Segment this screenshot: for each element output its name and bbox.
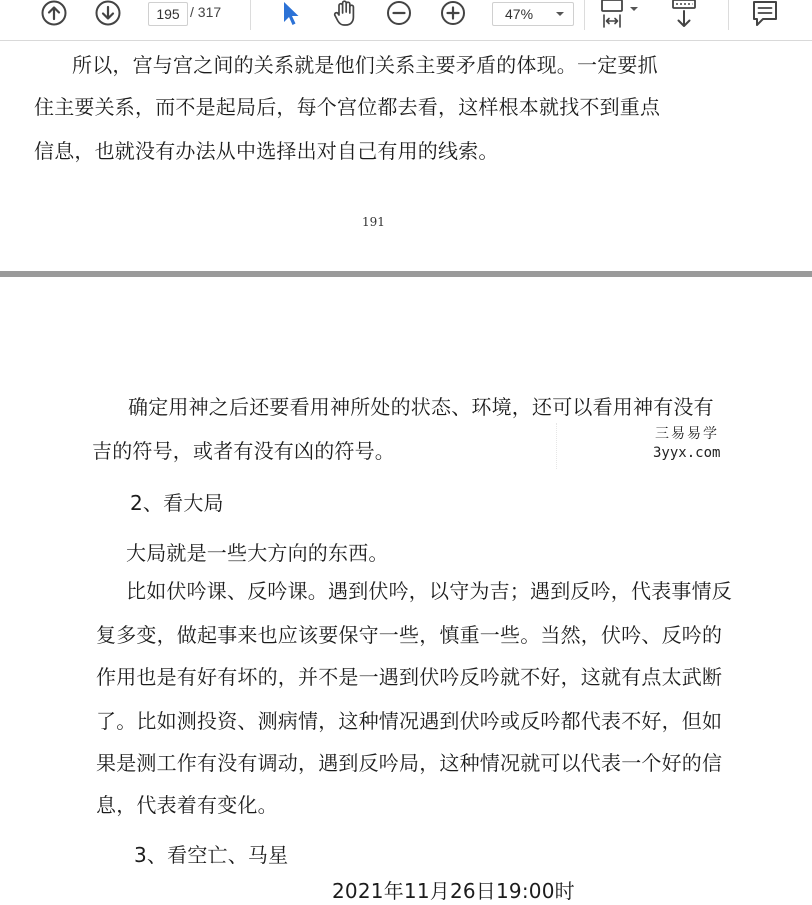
zoom-level-select[interactable] (492, 2, 574, 26)
paragraph-line: 住主要关系，而不是起局后，每个宫位都去看，这样根本就找不到重点 (34, 95, 661, 119)
arrow-down-circle-icon (94, 0, 122, 28)
paragraph-line: 吉的符号，或者有没有凶的符号。 (92, 439, 395, 463)
scroll-mode-button[interactable] (664, 0, 704, 28)
watermark-url: 3yyx.com (653, 445, 721, 461)
toolbar-divider (584, 0, 585, 30)
paragraph-line: 复多变，做起事来也应该要保守一些，慎重一些。当然，伏吟、反吟的 (96, 623, 723, 647)
comment-icon (751, 0, 779, 28)
paragraph-line: 作用也是有好有坏的，并不是一遇到伏吟反吟就不好，这就有点太武断 (96, 665, 723, 689)
paragraph-line: 所以，宫与宫之间的关系就是他们关系主要矛盾的体现。一定要抓 (72, 53, 658, 77)
hand-tool-button[interactable] (328, 0, 362, 28)
paragraph-line: 信息，也就没有办法从中选择出对自己有用的线索。 (34, 139, 499, 163)
paragraph-line: 比如伏吟课、反吟课。遇到伏吟，以守为吉；遇到反吟，代表事情反 (126, 579, 732, 603)
watermark-box (556, 423, 812, 469)
zoom-out-icon (385, 0, 413, 28)
hand-pan-icon (330, 0, 360, 29)
paragraph-line: 确定用神之后还要看用神所处的状态、环境，还可以看用神有没有 (128, 395, 714, 419)
paragraph-line: 2021年11月26日19:00时 (332, 879, 575, 903)
paragraph-line: 了。比如测投资、测病情，这种情况遇到伏吟或反吟都代表不好，但如 (96, 709, 723, 733)
download-scroll-icon (669, 0, 699, 29)
zoom-level-value: 47% (505, 6, 534, 22)
zoom-out-button[interactable] (384, 0, 414, 28)
next-page-button[interactable] (92, 0, 124, 28)
page-number-input[interactable] (148, 2, 188, 26)
pdf-page-191 (0, 41, 812, 271)
arrow-up-circle-icon (40, 0, 68, 28)
paragraph-line: 大局就是一些大方向的东西。 (126, 541, 389, 565)
select-tool-button[interactable] (276, 0, 304, 28)
pdf-toolbar (0, 0, 812, 41)
paragraph-line: 果是测工作有没有调动，遇到反吟局，这种情况就可以代表一个好的信 (96, 751, 723, 775)
page-fit-button[interactable] (596, 0, 644, 28)
zoom-in-button[interactable] (438, 0, 468, 28)
pointer-arrow-icon (279, 0, 301, 28)
pdf-page-192 (0, 277, 812, 903)
previous-page-button[interactable] (38, 0, 70, 28)
paragraph-line: 息，代表着有变化。 (96, 793, 278, 817)
chevron-down-icon (555, 11, 565, 17)
watermark-cn: 三易易学 (655, 426, 719, 442)
zoom-in-icon (439, 0, 467, 28)
page-fit-icon (598, 0, 642, 29)
toolbar-divider (728, 0, 729, 30)
section-heading: 3、看空亡、马星 (134, 843, 289, 867)
page-number-footer: 191 (362, 215, 385, 229)
toolbar-divider (250, 0, 251, 30)
section-heading: 2、看大局 (130, 491, 224, 515)
comment-button[interactable] (748, 0, 782, 28)
page-total-label: / 317 (190, 4, 222, 20)
page-number-value: 195 (156, 6, 180, 22)
